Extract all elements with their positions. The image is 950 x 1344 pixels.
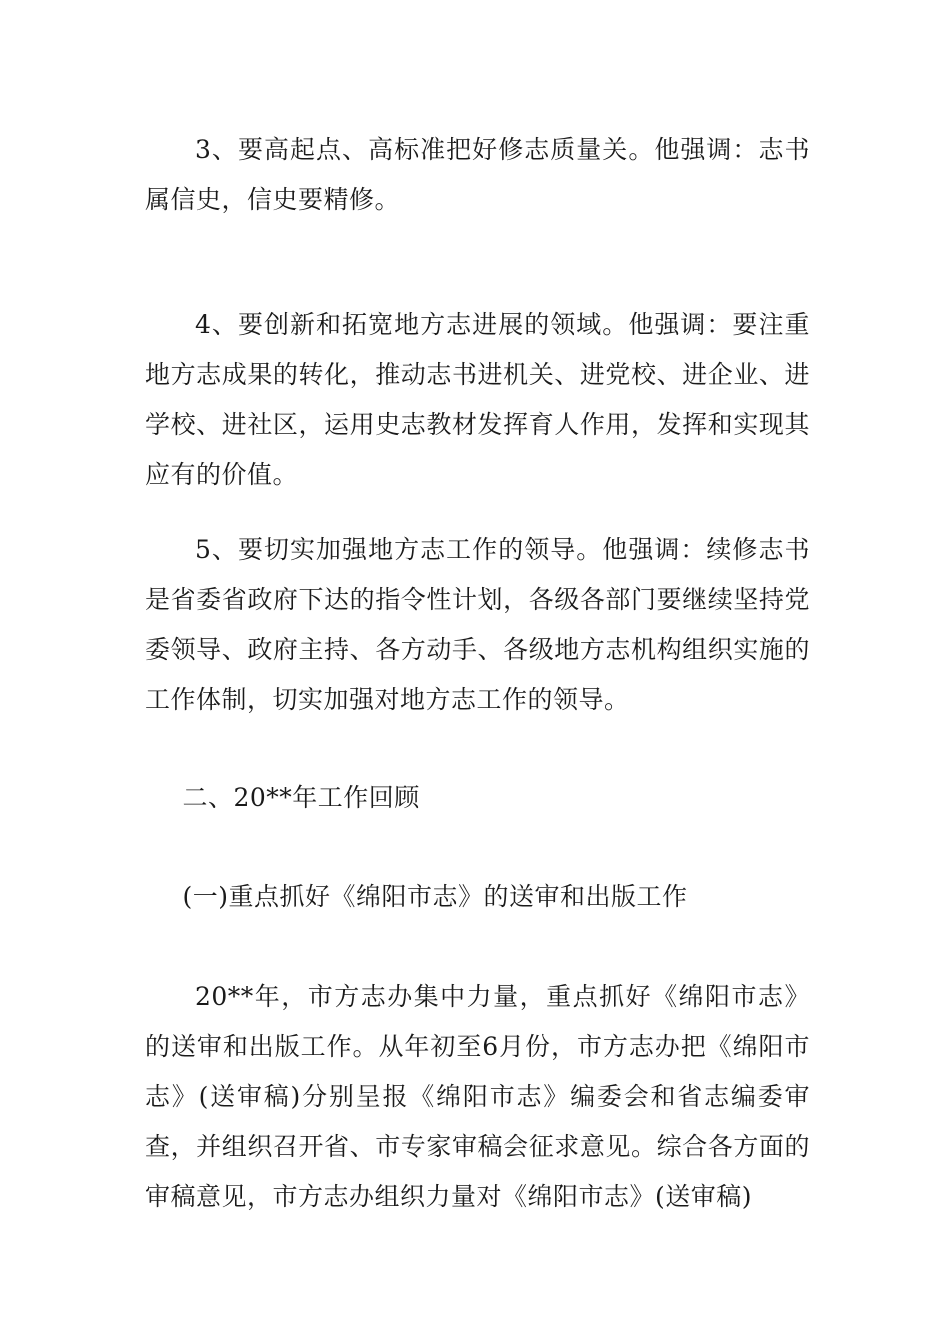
- subsection-heading: (一)重点抓好《绵阳市志》的送审和出版工作: [182, 882, 688, 911]
- section-heading: 二、20**年工作回顾: [182, 783, 420, 812]
- paragraph-item-5: 5、要切实加强地方志工作的领导。他强调：续修志书是省委省政府下达的指令性计划，各级各部门要继续坚持党委领导、政府主持、各方动手、各级地方志机构组织实施的工作体制，切实加强对地方志工作的领导。: [145, 535, 810, 714]
- paragraph-item-4: 4、要创新和拓宽地方志进展的领域。他强调：要注重地方志成果的转化，推动志书进机关、进党校、进企业、进学校、进社区，运用史志教材发挥育人作用，发挥和实现其应有的价值。: [145, 310, 810, 489]
- body-paragraph: 20**年，市方志办集中力量，重点抓好《绵阳市志》的送审和出版工作。从年初至6月份，市方志办把《绵阳市志》(送审稿)分别呈报《绵阳市志》编委会和省志编委审查，并组织召开省、市专家审稿会征求意见。综合各方面的审稿意见，市方志办组织力量对《绵阳市志》(送审稿): [145, 982, 810, 1211]
- paragraph-item-3: 3、要高起点、高标准把好修志质量关。他强调：志书属信史，信史要精修。: [145, 135, 810, 214]
